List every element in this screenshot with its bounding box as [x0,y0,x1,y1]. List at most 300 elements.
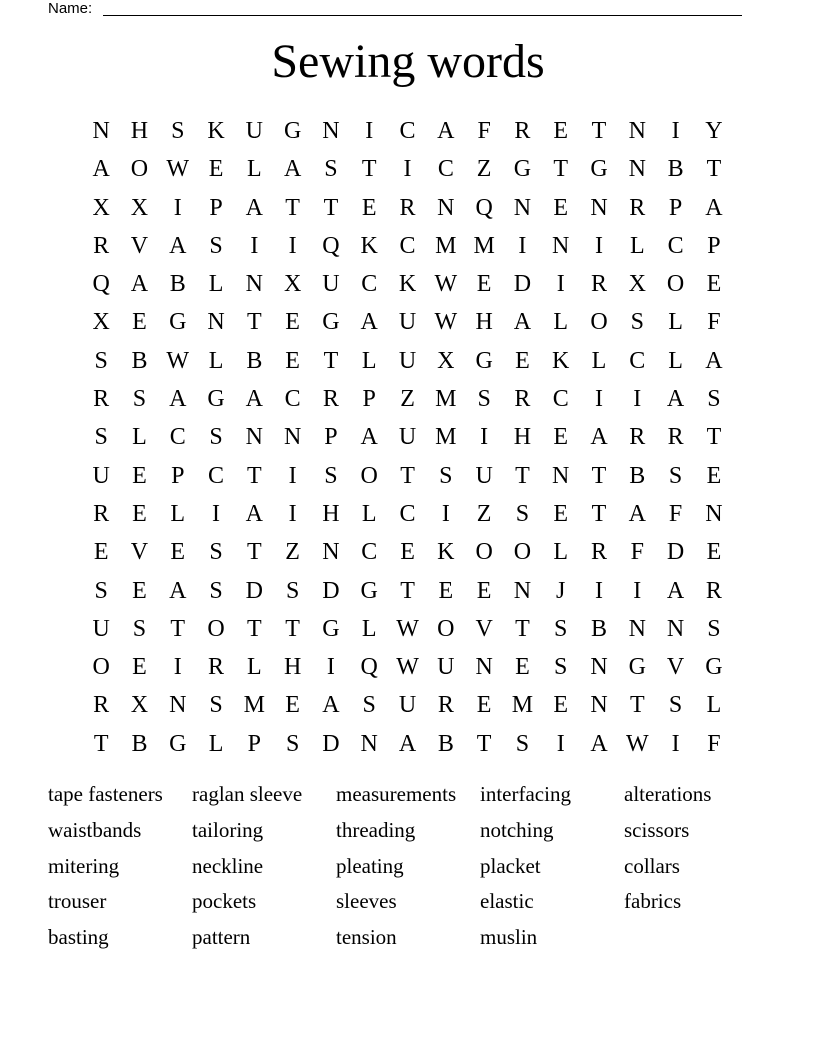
grid-letter: F [707,309,721,336]
word-list-item: interfacing [480,782,571,806]
word-list-item: notching [480,817,554,842]
word-list-item: elastic [480,889,534,914]
grid-letter: N [552,462,570,489]
grid-letter: C [399,500,416,527]
grid-letter: L [591,347,607,374]
grid-letter: T [93,730,109,757]
grid-letter: V [666,654,685,681]
grid-letter: B [629,462,646,489]
grid-letter: W [166,156,190,183]
grid-letter: A [590,424,608,451]
grid-row [82,610,733,648]
grid-letter: G [705,654,723,681]
grid-letter: S [324,156,338,183]
grid-letter: D [245,577,263,604]
grid-letter: S [668,462,683,489]
grid-letter: B [169,271,186,298]
grid-letter: P [707,232,721,259]
grid-letter: G [360,577,378,604]
grid-letter: P [668,194,683,221]
grid-letter: B [437,730,454,757]
grid-letter: V [130,232,149,259]
word-list-item: tailoring [192,817,264,842]
letter-grid [82,112,733,763]
grid-letter: L [629,232,645,259]
grid-letter: S [515,500,530,527]
grid-letter: R [93,386,110,413]
grid-letter: T [629,692,645,719]
name-field[interactable] [48,0,742,18]
grid-letter: E [476,692,492,719]
grid-letter: W [396,615,419,642]
grid-row [82,533,733,571]
grid-letter: Q [322,232,340,259]
grid-letter: T [247,309,262,336]
grid-letter: A [130,271,149,298]
word-list-item: scissors [624,817,690,842]
grid-letter: W [625,730,649,757]
grid-letter: E [361,194,377,221]
grid-letter: G [169,730,187,757]
word-list-item: pattern [192,925,251,950]
grid-letter: N [283,424,302,451]
grid-letter: M [243,692,265,719]
grid-letter: T [591,500,607,527]
grid-letter: E [93,539,109,566]
grid-letter: X [628,271,646,298]
grid-letter: E [438,577,454,604]
grid-letter: N [245,424,263,451]
grid-letter: U [398,347,417,374]
word-list-item: alterations [624,782,712,806]
grid-letter: E [476,271,492,298]
grid-letter: E [132,577,147,604]
grid-letter: C [399,118,416,144]
grid-letter: I [288,500,297,527]
grid-letter: E [170,539,186,566]
grid-letter: I [173,654,182,681]
grid-letter: S [285,730,300,757]
grid-letter: R [437,692,454,719]
grid-letter: S [439,462,453,489]
grid-letter: T [591,118,607,144]
word-list-item: sleeves [336,889,397,914]
grid-row [82,265,733,303]
grid-letter: N [590,654,608,681]
grid-letter: Z [285,539,300,566]
grid-letter: S [209,692,223,719]
grid-letter: O [130,156,149,183]
grid-letter: S [515,730,530,757]
grid-letter: P [171,462,185,489]
grid-letter: O [475,539,493,566]
grid-letter: U [398,424,417,451]
grid-row [82,189,733,227]
grid-letter: N [169,692,187,719]
grid-letter: X [283,271,302,298]
grid-letter: F [668,500,683,527]
grid-letter: R [93,500,110,527]
word-list-item: tape fasteners [48,782,163,806]
grid-letter: O [360,462,378,489]
word-list-item: trouser [48,889,107,914]
grid-letter: B [591,615,608,642]
grid-letter: B [246,347,263,374]
grid-letter: I [403,156,412,183]
grid-letter: C [437,156,454,183]
grid-letter: I [633,577,642,604]
grid-letter: E [285,347,300,374]
grid-letter: S [630,309,644,336]
grid-letter: A [245,386,263,413]
grid-letter: I [518,232,527,259]
grid-letter: T [706,156,722,183]
grid-letter: T [400,462,415,489]
grid-letter: E [400,539,415,566]
grid-letter: T [706,424,722,451]
grid-letter: S [362,692,376,719]
grid-letter: D [322,730,340,757]
grid-letter: N [590,194,608,221]
grid-letter: K [437,539,455,566]
grid-letter: H [475,309,493,336]
grid-letter: B [131,347,148,374]
grid-letter: X [130,194,149,221]
grid-letter: M [473,232,495,259]
grid-letter: A [666,386,685,413]
grid-row [82,380,733,418]
grid-letter: N [322,118,340,144]
grid-letter: R [208,654,225,681]
grid-letter: E [553,500,569,527]
grid-letter: M [435,386,457,413]
grid-row [82,648,733,686]
grid-letter: A [169,232,187,259]
grid-letter: P [362,386,376,413]
grid-letter: T [170,615,186,642]
grid-letter: K [552,347,570,374]
grid-letter: C [399,232,416,259]
grid-letter: N [437,194,455,221]
grid-letter: I [212,500,221,527]
grid-letter: L [247,654,262,681]
grid-letter: P [324,424,338,451]
grid-letter: Z [400,386,415,413]
grid-letter: G [322,309,340,336]
grid-letter: S [171,118,185,144]
grid-letter: T [247,462,262,489]
grid-letter: S [554,654,568,681]
grid-letter: X [130,692,149,719]
grid-letter: I [173,194,182,221]
grid-letter: P [247,730,262,757]
grid-letter: W [166,347,190,374]
grid-letter: Y [705,118,723,144]
grid-letter: T [361,156,377,183]
grid-row [82,342,733,380]
grid-letter: T [323,347,339,374]
name-underline [103,15,742,16]
grid-letter: L [361,500,377,527]
word-list-item: mitering [48,853,120,878]
grid-letter: I [365,118,374,144]
grid-letter: I [441,500,450,527]
grid-letter: A [245,500,263,527]
grid-letter: R [514,118,531,144]
grid-letter: N [322,539,340,566]
grid-letter: G [283,118,302,144]
grid-letter: V [475,615,493,642]
grid-letter: H [513,424,532,451]
grid-letter: I [288,462,297,489]
grid-letter: I [633,386,642,413]
grid-letter: R [629,424,646,451]
grid-letter: E [476,577,492,604]
name-label: Name: [48,0,93,17]
grid-letter: C [284,386,301,413]
grid-letter: S [132,386,147,413]
grid-letter: N [628,156,646,183]
grid-letter: G [207,386,225,413]
word-list [48,777,768,956]
grid-letter: R [514,386,531,413]
grid-letter: N [513,577,532,604]
grid-letter: S [668,692,683,719]
grid-row [82,112,733,150]
grid-letter: U [245,118,263,144]
grid-letter: S [285,577,300,604]
grid-letter: U [92,462,110,489]
grid-letter: B [667,156,684,183]
grid-letter: U [437,654,455,681]
grid-letter: G [169,309,187,336]
grid-letter: L [247,156,262,183]
grid-row [82,686,733,724]
grid-letter: L [553,309,569,336]
grid-letter: A [322,692,340,719]
grid-letter: E [706,462,722,489]
word-list-item: fabrics [624,889,682,914]
grid-letter: X [92,309,110,336]
grid-letter: K [207,118,225,144]
grid-letter: A [169,386,187,413]
grid-letter: N [666,615,685,642]
grid-letter: T [285,615,300,642]
grid-letter: I [595,386,603,413]
grid-letter: F [707,730,721,757]
grid-letter: A [705,194,723,221]
grid-letter: O [513,539,532,566]
grid-letter: E [553,118,569,144]
grid-letter: I [595,232,603,259]
grid-letter: E [515,654,530,681]
grid-letter: S [707,615,721,642]
grid-letter: U [398,309,417,336]
grid-letter: A [360,309,378,336]
grid-letter: L [706,692,722,719]
grid-letter: T [323,194,339,221]
grid-letter: C [361,271,378,298]
word-list-item: waistbands [48,817,142,842]
grid-letter: F [477,118,491,144]
grid-letter: S [477,386,491,413]
grid-letter: I [671,118,680,144]
grid-letter: T [400,577,415,604]
grid-letter: R [93,692,110,719]
grid-letter: R [591,271,608,298]
grid-letter: E [553,424,569,451]
grid-letter: L [553,539,569,566]
grid-letter: T [247,539,262,566]
grid-letter: E [285,692,300,719]
grid-letter: I [250,232,259,259]
grid-letter: S [707,386,721,413]
grid-letter: H [322,500,340,527]
grid-letter: W [396,654,419,681]
grid-letter: C [667,232,684,259]
grid-letter: R [629,194,646,221]
grid-letter: S [94,347,108,374]
grid-letter: G [590,156,608,183]
grid-letter: E [132,654,147,681]
grid-letter: T [476,730,492,757]
grid-letter: A [705,347,723,374]
grid-letter: C [629,347,646,374]
grid-letter: H [283,654,302,681]
grid-letter: T [553,156,569,183]
grid-letter: T [247,615,262,642]
grid-letter: S [94,577,108,604]
grid-letter: E [706,271,722,298]
grid-letter: K [360,232,378,259]
grid-letter: N [92,118,110,144]
grid-letter: I [671,730,680,757]
grid-letter: Q [360,654,378,681]
grid-letter: R [591,539,608,566]
grid-letter: O [437,615,455,642]
grid-letter: V [130,539,149,566]
grid-letter: D [666,539,685,566]
grid-letter: Z [476,156,492,183]
grid-letter: E [515,347,530,374]
grid-letter: S [554,615,568,642]
grid-letter: Q [475,194,493,221]
word-list-item: pockets [192,889,257,914]
grid-letter: S [209,232,223,259]
grid-letter: E [132,462,147,489]
grid-letter: B [131,730,148,757]
grid-row [82,303,733,341]
grid-letter: X [92,194,110,221]
grid-letter: M [435,424,457,451]
grid-letter: L [361,615,377,642]
grid-letter: I [595,577,603,604]
grid-row [82,572,733,610]
grid-letter: D [513,271,532,298]
grid-letter: S [324,462,338,489]
word-list-item: neckline [192,853,264,878]
grid-letter: O [207,615,225,642]
page-title: Sewing words [271,35,545,88]
grid-letter: S [94,424,108,451]
grid-letter: Z [476,500,492,527]
grid-letter: N [475,654,493,681]
grid-letter: A [628,500,646,527]
grid-letter: W [434,271,458,298]
grid-letter: N [628,615,646,642]
grid-letter: L [208,271,224,298]
grid-letter: C [361,539,378,566]
grid-letter: I [480,424,489,451]
grid-letter: A [360,424,378,451]
grid-letter: S [209,424,223,451]
grid-letter: U [322,271,340,298]
grid-letter: S [209,539,223,566]
grid-letter: R [705,577,722,604]
word-list-item: muslin [480,925,538,950]
grid-letter: A [92,156,110,183]
grid-letter: L [668,347,683,374]
grid-letter: O [590,309,608,336]
grid-letter: E [132,309,147,336]
grid-letter: A [283,156,302,183]
word-list-item: measurements [336,782,457,806]
grid-letter: G [513,156,532,183]
grid-letter: M [435,232,457,259]
grid-letter: U [398,692,417,719]
grid-letter: A [437,118,455,144]
grid-letter: C [208,462,225,489]
grid-letter: E [553,194,569,221]
grid-letter: K [398,271,417,298]
grid-letter: R [399,194,416,221]
grid-letter: T [515,462,530,489]
word-list-item: collars [624,853,680,878]
grid-letter: H [130,118,149,144]
grid-letter: R [93,232,110,259]
grid-letter: N [360,730,378,757]
grid-letter: I [556,730,565,757]
grid-letter: O [92,654,110,681]
grid-letter: R [322,386,339,413]
grid-letter: G [475,347,493,374]
grid-letter: A [398,730,417,757]
grid-letter: L [361,347,377,374]
word-list-item: pleating [336,853,404,878]
word-list-item: basting [48,925,109,950]
grid-letter: U [475,462,493,489]
grid-letter: E [553,692,569,719]
grid-letter: X [437,347,455,374]
grid-letter: Q [92,271,110,298]
grid-letter: S [209,577,223,604]
word-list-item: raglan sleeve [192,782,303,806]
word-list-item: tension [336,925,397,950]
grid-letter: E [208,156,224,183]
grid-row [82,150,733,188]
grid-row [82,725,733,763]
grid-letter: N [513,194,532,221]
grid-letter: L [668,309,683,336]
grid-letter: A [245,194,263,221]
grid-letter: E [706,539,722,566]
grid-letter: A [169,577,187,604]
grid-letter: G [322,615,340,642]
grid-letter: D [322,577,340,604]
grid-letter: R [667,424,684,451]
grid-letter: L [132,424,147,451]
grid-letter: N [207,309,225,336]
